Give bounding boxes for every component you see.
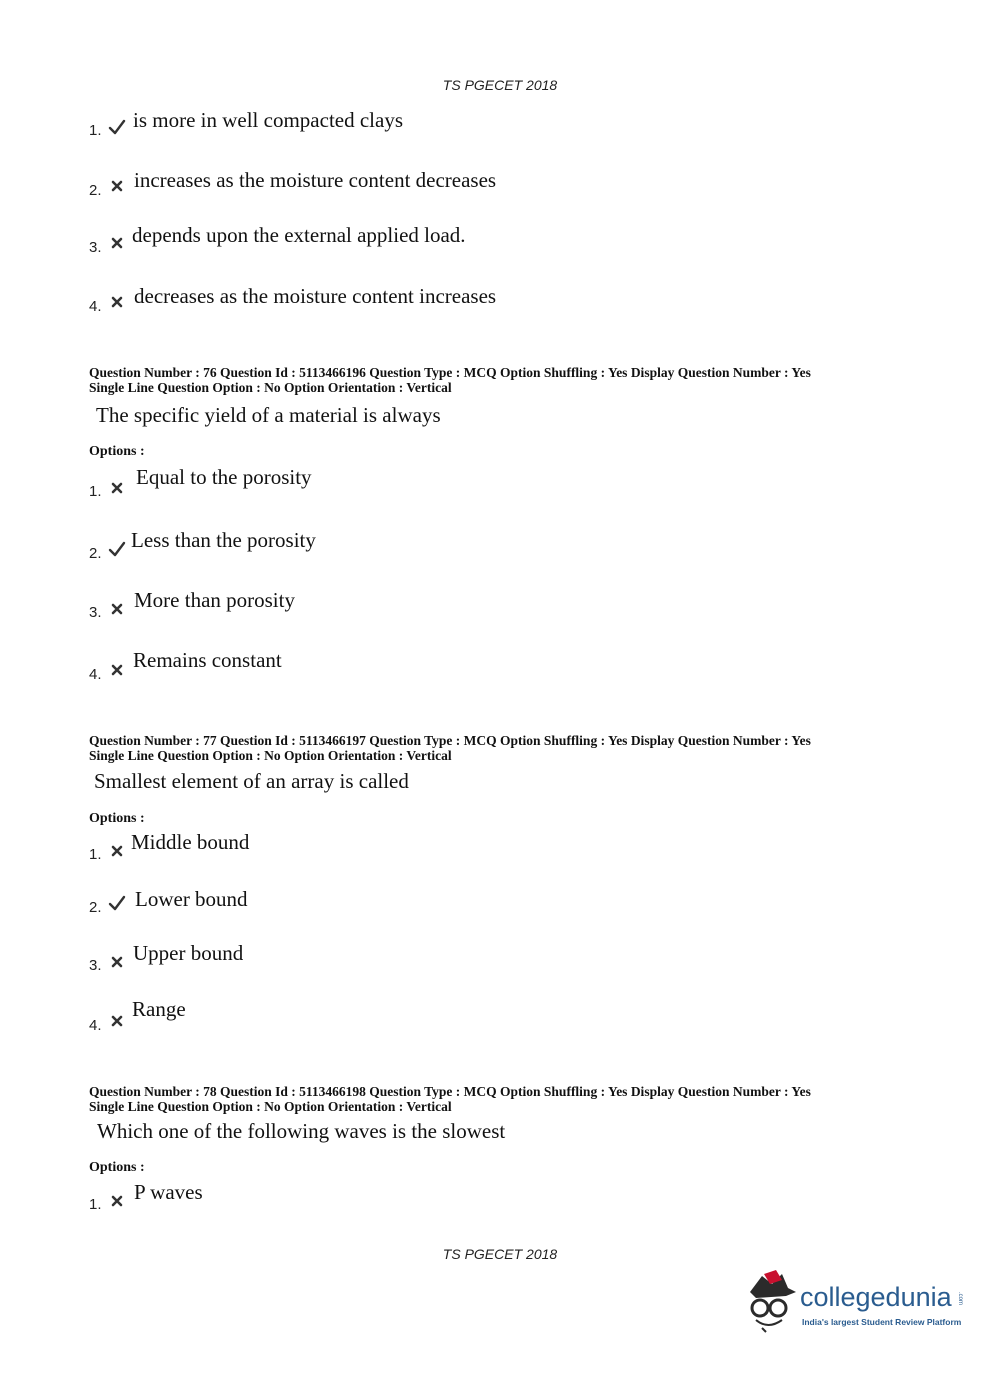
check-icon — [108, 540, 126, 558]
cross-icon — [108, 842, 126, 860]
option-text: decreases as the moisture content increases — [134, 284, 497, 308]
option-number: 3. — [89, 239, 102, 256]
question-text: The specific yield of a material is always — [96, 403, 441, 427]
options-label: Options : — [89, 444, 145, 459]
check-icon — [108, 118, 126, 136]
cross-icon — [108, 600, 126, 618]
question-meta: Question Number : 77 Question Id : 5113466197 Question Type : MCQ Option Shuffling : Yes Display Question Number : Yes — [89, 733, 811, 748]
option-number: 4. — [89, 298, 102, 315]
option-text: More than porosity — [134, 588, 295, 612]
option-number: 1. — [89, 483, 102, 500]
option-number: 1. — [89, 1196, 102, 1213]
option-text: Less than the porosity — [131, 528, 316, 552]
cross-icon — [108, 177, 126, 195]
option-text: increases as the moisture content decreases — [134, 168, 497, 192]
option-text: Upper bound — [133, 941, 244, 965]
option-text: depends upon the external applied load. — [132, 223, 466, 247]
cross-icon — [108, 1192, 126, 1210]
option-number: 3. — [89, 957, 102, 974]
question-meta: Question Number : 76 Question Id : 5113466196 Question Type : MCQ Option Shuffling : Yes Display Question Number : Yes — [89, 365, 811, 380]
question-text: Which one of the following waves is the slowest — [97, 1119, 506, 1143]
page-footer: TS PGECET 2018 — [442, 1246, 558, 1262]
check-icon — [108, 894, 126, 912]
option-number: 2. — [89, 182, 102, 199]
question-meta: Question Number : 78 Question Id : 5113466198 Question Type : MCQ Option Shuffling : Yes Display Question Number : Yes — [89, 1084, 811, 1099]
option-text: is more in well compacted clays — [133, 108, 403, 132]
question-meta: Single Line Question Option : No Option Orientation : Vertical — [89, 1099, 452, 1114]
cross-icon — [108, 234, 126, 252]
options-label: Options : — [89, 811, 145, 826]
option-number: 4. — [89, 1017, 102, 1034]
option-text: Range — [132, 997, 186, 1021]
option-text: Remains constant — [133, 648, 282, 672]
cross-icon — [108, 1012, 126, 1030]
option-number: 1. — [89, 122, 102, 139]
option-text: Lower bound — [135, 887, 248, 911]
cross-icon — [108, 479, 126, 497]
brand-tagline: India's largest Student Review Platform — [802, 1317, 962, 1327]
cross-icon — [108, 661, 126, 679]
option-text: Middle bound — [131, 830, 250, 854]
option-number: 3. — [89, 604, 102, 621]
option-text: P waves — [134, 1180, 203, 1204]
question-text: Smallest element of an array is called — [94, 769, 409, 793]
option-number: 4. — [89, 666, 102, 683]
mascot-logo-icon — [742, 1270, 798, 1334]
cross-icon — [108, 293, 126, 311]
brand-dotcom: .com — [957, 1292, 963, 1306]
question-meta: Single Line Question Option : No Option Orientation : Vertical — [89, 380, 452, 395]
options-label: Options : — [89, 1160, 145, 1175]
option-number: 2. — [89, 899, 102, 916]
option-number: 2. — [89, 545, 102, 562]
option-text: Equal to the porosity — [136, 465, 312, 489]
cross-icon — [108, 953, 126, 971]
question-meta: Single Line Question Option : No Option Orientation : Vertical — [89, 748, 452, 763]
option-number: 1. — [89, 846, 102, 863]
brand-name: collegedunia — [800, 1282, 952, 1312]
page-header: TS PGECET 2018 — [442, 77, 558, 93]
